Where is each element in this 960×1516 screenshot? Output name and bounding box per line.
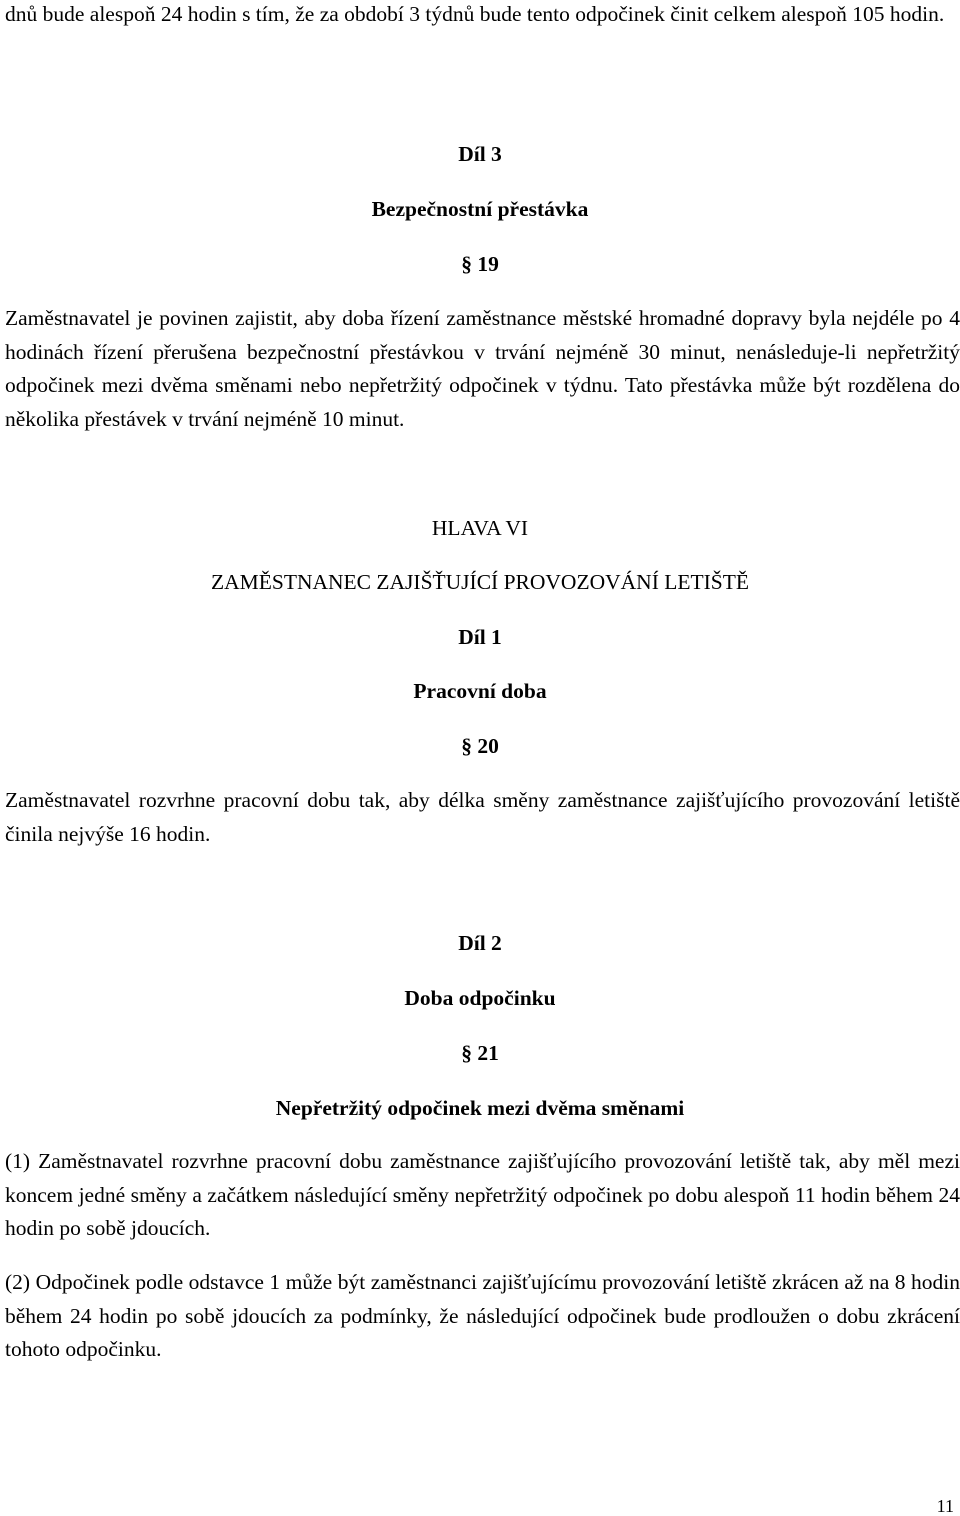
chapter-label: HLAVA VI <box>431 516 529 540</box>
part-title-rest-time: Doba odpočinku <box>404 986 556 1010</box>
part-heading-2: Díl 2 <box>458 931 502 955</box>
part-heading-3: Díl 3 <box>458 142 502 166</box>
chapter-title: ZAMĚSTNANEC ZAJIŠŤUJÍCÍ PROVOZOVÁNÍ LETIŠTĚ <box>210 570 750 594</box>
paragraph-21-subsection-1-block <box>5 1145 960 1246</box>
paragraph-21-heading: Nepřetržitý odpočinek mezi dvěma směnami <box>275 1096 685 1120</box>
paragraph-number-19: § 19 <box>461 252 499 276</box>
part-title-working-time: Pracovní doba <box>413 679 547 703</box>
paragraph-21-subsection-1: (1) Zaměstnavatel rozvrhne pracovní dobu zaměstnance zajišťujícího provozování letiště tak, aby měl mezi koncem jedné směny a začátkem následující směny nepřetržitý odpočinek po dobu alespoň 11 hodin během 24 hodin po sobě jdoucích. <box>5 1149 960 1240</box>
paragraph-19-block <box>5 302 960 436</box>
paragraph-number-21: § 21 <box>461 1041 499 1065</box>
paragraph-20-text: Zaměstnavatel rozvrhne pracovní dobu tak, aby délka směny zaměstnance zajišťujícího provozování letiště činila nejvýše 16 hodin. <box>5 788 960 846</box>
part-title-safety-break: Bezpečnostní přestávka <box>371 197 589 221</box>
top-paragraph: dnů bude alespoň 24 hodin s tím, že za období 3 týdnů bude tento odpočinek činit celkem alespoň 105 hodin. <box>5 2 945 26</box>
paragraph-20-block <box>5 784 960 851</box>
top-paragraph-block <box>5 0 960 32</box>
page-number: 11 <box>936 1496 954 1516</box>
paragraph-19-text: Zaměstnavatel je povinen zajistit, aby doba řízení zaměstnance městské hromadné dopravy byla nejdéle po 4 hodinách řízení přerušena bezpečnostní přestávkou v trvání nejméně 30 minut, nenásleduje-li nepřetržitý odpočinek mezi dvěma směnami nebo nepřetržitý odpočinek v týdnu. Tato přestávka může být rozdělena do několika přestávek v trvání nejméně 10 minut. <box>5 306 960 431</box>
paragraph-21-subsection-2: (2) Odpočinek podle odstavce 1 může být zaměstnanci zajišťujícímu provozování letiště zkrácen až na 8 hodin během 24 hodin po sobě jdoucích za podmínky, že následující odpočinek bude prodloužen o dobu zkrácení tohoto odpočinku. <box>5 1270 960 1361</box>
paragraph-number-20: § 20 <box>461 734 499 758</box>
paragraph-21-subsection-2-block <box>5 1266 960 1367</box>
part-heading-1: Díl 1 <box>458 625 502 649</box>
